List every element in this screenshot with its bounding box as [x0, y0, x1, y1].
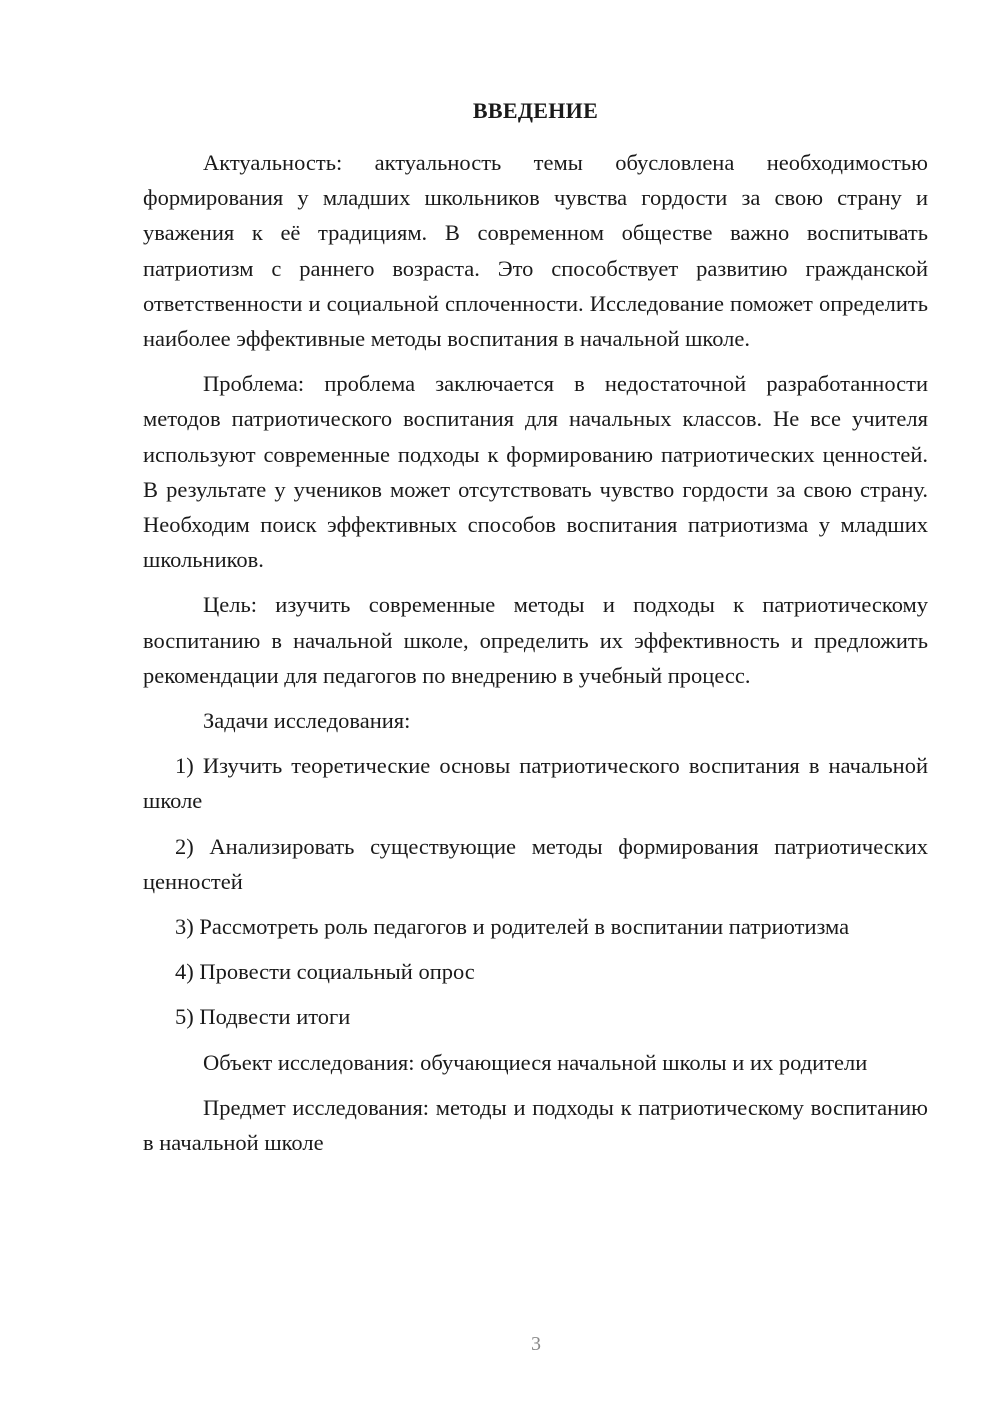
- task-item-2: 2) Анализировать существующие методы формирования патриотических ценностей: [143, 833, 928, 894]
- task-item-4: 4) Провести социальный опрос: [175, 959, 475, 985]
- problem-paragraph: Проблема: проблема заключается в недостаточной разработанности методов патриотического воспитания для начальных классов. Не все учителя используют современные подходы к формированию патриотических ценностей. В результате у учеников может отсутствовать чувство гордости за свою страну. Необходим поиск эффективных способов воспитания патриотизма у младших школьников.: [143, 371, 928, 573]
- section-title: ВВЕДЕНИЕ: [472, 98, 599, 123]
- page-number: 3: [531, 1333, 541, 1355]
- relevance-paragraph: Актуальность: актуальность темы обусловлена необходимостью формирования у младших школьников чувства гордости за свою страну и уважения к её традициям. В современном обществе важно воспитывать патриотизм с раннего возраста. Это способствует развитию гражданской ответственности и социальной сплоченности. Исследование поможет определить наиболее эффективные методы воспитания в начальной школе.: [143, 150, 928, 352]
- task-list: [143, 748, 928, 1034]
- research-subject-paragraph: Предмет исследования: методы и подходы к патриотическому воспитанию в начальной школе: [143, 1094, 928, 1156]
- task-item-5: 5) Подвести итоги: [175, 1004, 351, 1030]
- task-item-3: 3) Рассмотреть роль педагогов и родителей в воспитании патриотизма: [175, 914, 850, 940]
- task-item-1: 1) Изучить теоретические основы патриотического воспитания в начальной школе: [143, 753, 928, 814]
- goal-paragraph: Цель: изучить современные методы и подходы к патриотическому воспитанию в начальной школе, определить их эффективность и предложить рекомендации для педагогов по внедрению в учебный процесс.: [143, 592, 928, 688]
- tasks-heading: Задачи исследования:: [203, 708, 411, 734]
- page-content: [143, 96, 928, 1170]
- research-object-paragraph: Объект исследования: обучающиеся начальной школы и их родители: [203, 1049, 868, 1075]
